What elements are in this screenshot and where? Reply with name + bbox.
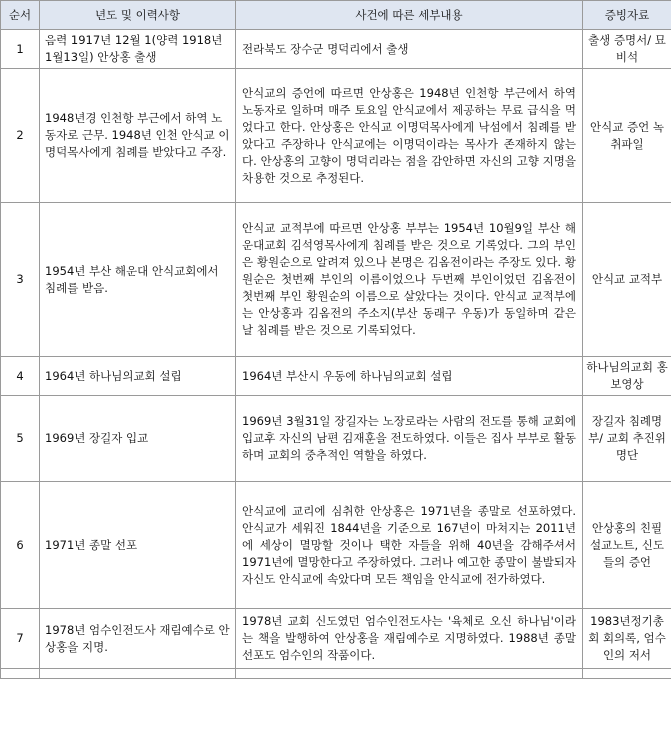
row-evidence: 안식교 교적부 (583, 203, 671, 357)
table-row (1, 30, 671, 69)
header-detail: 사건에 따른 세부내용 (236, 1, 583, 30)
table-row (1, 203, 671, 357)
row-evidence: 안식교 증언 녹취파일 (583, 69, 671, 203)
row-event: 음력 1917년 12월 1(양력 1918년 1월13일) 안상홍 출생 (40, 30, 236, 69)
table-row (1, 69, 671, 203)
row-evidence: 1983년정기총회 회의록, 엄수인의 저서 (583, 609, 671, 669)
empty-cell (40, 669, 236, 679)
row-event: 1971년 종말 선포 (40, 482, 236, 609)
table-row (1, 609, 671, 669)
row-detail: 안식교 교적부에 따르면 안상홍 부부는 1954년 10월9일 부산 해운대교회 김석영목사에게 침례를 받은 것으로 기록었다. 그의 부인은 황원순으로 알려져 있으나 본명은 김옴전이라는 주장도 있다. 황원순은 첫번째 부인의 이름이었으나 두번째 부인이었던 김옴전이 첫번째 부인 황원순의 이름으로 살았다는 것이다. 안식교 교적부에는 안상홍과 김옴전의 주소지(부산 동래구 우동)가 동일하며 같은 날 침례를 받은 것으로 기록되었다. (236, 203, 583, 357)
empty-cell (1, 669, 40, 679)
empty-cell (583, 669, 671, 679)
row-number: 1 (1, 30, 40, 69)
row-number: 3 (1, 203, 40, 357)
row-detail: 전라북도 장수군 명덕리에서 출생 (236, 30, 583, 69)
row-event: 1969년 장길자 입교 (40, 396, 236, 482)
row-evidence: 출생 증명서/ 묘비석 (583, 30, 671, 69)
row-event: 1948년경 인천항 부근에서 하역 노동자로 근무. 1948년 인천 안식교 이명덕목사에게 침례를 받았다고 주장. (40, 69, 236, 203)
row-event: 1964년 하나님의교회 설립 (40, 357, 236, 396)
header-row (1, 1, 671, 30)
row-detail: 1978년 교회 신도였던 엄수인전도사는 '육체로 오신 하나님'이라는 책을 발행하여 안상홍을 재림예수로 지명하였다. 1988년 종말 선포도 엄수인의 작품이다. (236, 609, 583, 669)
table-row (1, 357, 671, 396)
empty-cell (236, 669, 583, 679)
table-row-empty (1, 669, 671, 679)
row-detail: 1964년 부산시 우동에 하나님의교회 설립 (236, 357, 583, 396)
row-number: 4 (1, 357, 40, 396)
header-evidence: 증빙자료 (583, 1, 671, 30)
row-number: 6 (1, 482, 40, 609)
header-no: 순서 (1, 1, 40, 30)
row-number: 5 (1, 396, 40, 482)
row-event: 1978년 엄수인전도사 재림예수로 안상홍을 지명. (40, 609, 236, 669)
row-number: 2 (1, 69, 40, 203)
header-event: 년도 및 이력사항 (40, 1, 236, 30)
row-event: 1954년 부산 해운대 안식교회에서 침례를 받음. (40, 203, 236, 357)
row-number: 7 (1, 609, 40, 669)
row-detail: 안식교에 교리에 심취한 안상홍은 1971년을 종말로 선포하였다. 안식교가 세워진 1844년을 기준으로 167년이 마쳐지는 2011년에 세상이 멸망할 것이나 택한 자들을 위해 40년을 감해주셔서 1971년에 멸망한다고 주장하였다. 그러나 예고한 종말이 불발되자 자신도 안식교에 속았다며 모든 책임을 안식교에 전가하였다. (236, 482, 583, 609)
table-row (1, 482, 671, 609)
row-evidence: 안상홍의 친필 설교노트, 신도들의 증언 (583, 482, 671, 609)
row-detail: 1969년 3월31일 장길자는 노장로라는 사람의 전도를 통해 교회에 입교후 자신의 남편 김재훈을 전도하였다. 이들은 집사 부부로 활동하며 교회의 중추적인 역할을 하였다. (236, 396, 583, 482)
row-detail: 안식교의 증언에 따르면 안상홍은 1948년 인천항 부근에서 하역 노동자로 일하며 매주 토요일 안식교에서 제공하는 무료 급식을 먹었다고 한다. 안상홍은 안식교 이명덕목사에게 낙섬에서 침례를 받았다고 주장하나 안식교에는 이명덕이라는 목사가 존재하지 않는다. 안상홍의 고향이 명덕리라는 점을 감안하면 자신의 고향 지명을 차용한 것으로 추정된다. (236, 69, 583, 203)
row-evidence: 장길자 침례명부/ 교회 추진위 명단 (583, 396, 671, 482)
row-evidence: 하나님의교회 홍보영상 (583, 357, 671, 396)
table-row (1, 396, 671, 482)
